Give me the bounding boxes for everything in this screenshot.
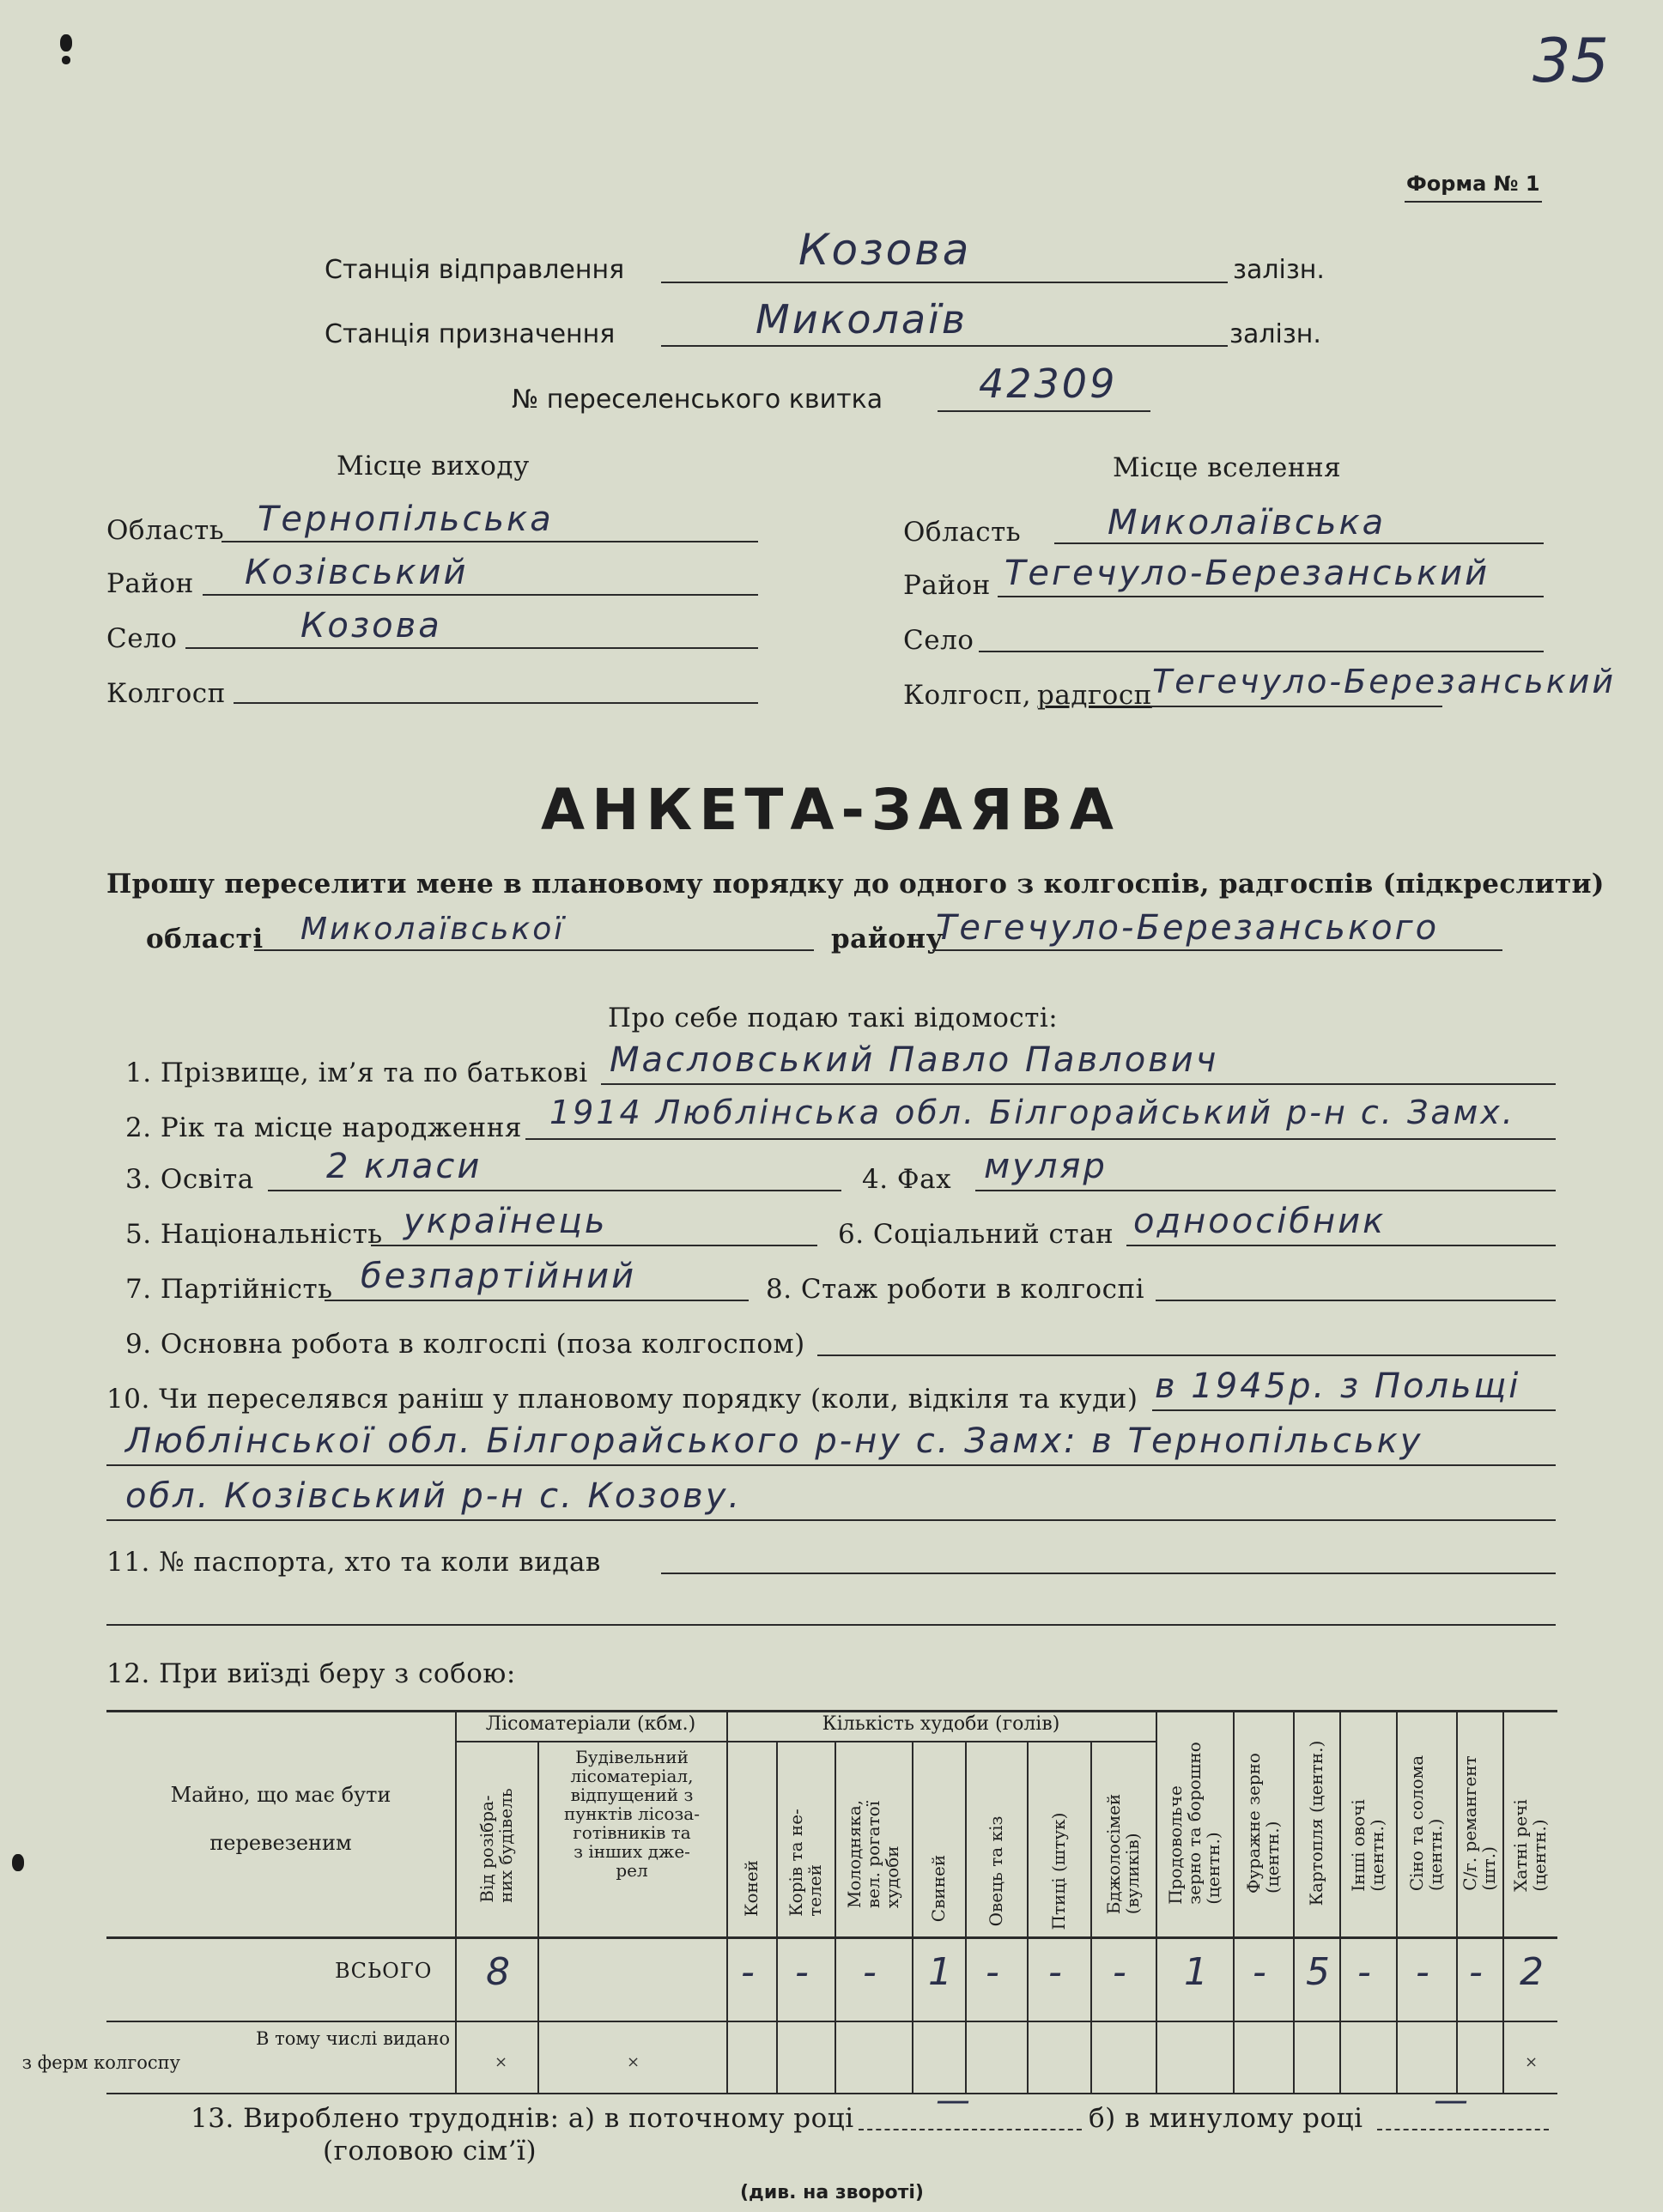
table-col-line-2 — [726, 1710, 728, 2093]
field-6-line — [1126, 1245, 1556, 1246]
table-total-cell: 2 — [1520, 1950, 1544, 1994]
field-7-label: 7. Партійність — [125, 1274, 333, 1305]
table-col-line-15 — [1502, 1710, 1504, 2093]
table-col-building-7: рел — [616, 1860, 648, 1881]
field-13-previous-value: — — [1434, 2081, 1471, 2120]
ticket-line — [938, 410, 1150, 412]
request-oblast-value: Миколаївської — [300, 912, 566, 947]
origin-selo-label: Село — [106, 623, 178, 654]
dest-raion-line — [998, 596, 1544, 597]
table-row-header-1: Майно, що має бути — [170, 1783, 391, 1807]
destination-label: Станція призначення — [325, 319, 616, 349]
field-5-label: 5. Національність — [125, 1219, 383, 1250]
field-13-sub: (головою сім’ї) — [323, 2136, 537, 2167]
field-10-value-1: в 1945р. з Польщі — [1155, 1367, 1521, 1406]
field-1-value: Масловський Павло Павлович — [610, 1040, 1219, 1080]
origin-selo-value: Козова — [300, 606, 442, 645]
punch-hole-bottom — [12, 1854, 24, 1871]
field-11-line-1 — [661, 1573, 1556, 1574]
table-total-cell: - — [1416, 1950, 1429, 1994]
field-5-line — [371, 1245, 817, 1246]
field-10-line-2 — [106, 1464, 1556, 1466]
form-number: Форма № 1 — [1406, 172, 1540, 196]
table-col-bees: Бджолосімей (вуликів) — [1103, 1793, 1143, 1915]
table-total-cell: - — [863, 1950, 877, 1994]
table-col-young: Молодняка, вел. рогатої худоби — [844, 1799, 902, 1909]
form-title: АНКЕТА-ЗАЯВА — [541, 777, 1121, 843]
field-13-previous-line — [1377, 2129, 1549, 2130]
ticket-label: № переселенського квитка — [512, 385, 883, 415]
dest-kolhosp-label: Колгосп, — [903, 680, 1032, 711]
table-col-potato: Картопля (центн.) — [1306, 1740, 1326, 1906]
table-total-cell: - — [741, 1950, 755, 1994]
field-9-line — [817, 1354, 1556, 1356]
table-total-cell: - — [986, 1950, 999, 1994]
departure-line — [661, 282, 1228, 283]
table-col-building-4: пунктів лісоза- — [564, 1803, 700, 1824]
page-number: 35 — [1533, 26, 1610, 96]
origin-raion-value: Козівський — [245, 553, 469, 592]
field-2-line — [525, 1138, 1556, 1140]
dest-selo-label: Село — [903, 625, 974, 656]
table-total-cell: - — [1113, 1950, 1126, 1994]
origin-selo-line — [185, 647, 758, 649]
field-10-value-3: обл. Козівський р-н с. Козову. — [125, 1476, 743, 1516]
destination-line — [661, 345, 1228, 347]
table-col-building-5: готівників та — [573, 1822, 691, 1843]
settle-heading: Місце вселення — [1113, 452, 1342, 483]
table-col-line-13 — [1396, 1710, 1398, 2093]
table-total-cell: 1 — [1184, 1950, 1208, 1994]
table-group-wood: Лісоматеріали (кбм.) — [485, 1713, 696, 1735]
table-col-birds: Птиці (штук) — [1048, 1812, 1069, 1930]
table-col-line-9 — [1156, 1710, 1157, 2093]
field-11-label: 11. № паспорта, хто та коли видав — [106, 1547, 601, 1578]
table-total-cell: - — [1253, 1950, 1266, 1994]
table-col-building-3: відпущений з — [570, 1785, 694, 1805]
departure-suffix: залізн. — [1233, 255, 1325, 285]
table-total-cell: 1 — [928, 1950, 952, 1994]
dest-kolhosp-value: Тегечуло-Березанський — [1152, 663, 1617, 700]
field-8-line — [1156, 1300, 1556, 1301]
request-raion-value: Тегечуло-Березанського — [936, 908, 1440, 948]
form-number-underline — [1405, 201, 1542, 203]
destination-suffix: залізн. — [1229, 319, 1321, 349]
field-11-line-2 — [106, 1624, 1556, 1626]
dest-raion-value: Тегечуло-Березанський — [1004, 554, 1490, 593]
table-col-building-6: з іншиx дже- — [574, 1841, 690, 1862]
request-text: Прошу переселити мене в плановому порядку до одного з колгоспів, радгоспів (підкреслити) — [106, 869, 1605, 900]
table-total-cell: - — [1048, 1950, 1062, 1994]
footer-note: (див. на звороті) — [740, 2182, 924, 2203]
field-4-line — [975, 1190, 1556, 1191]
field-3-label: 3. Освіта — [125, 1164, 254, 1195]
table-col-line-12 — [1339, 1710, 1341, 2093]
ticket-value: 42309 — [979, 361, 1118, 407]
field-2-label: 2. Рік та місце народження — [125, 1112, 522, 1143]
table-col-hay: Сіно та солома (центн.) — [1406, 1754, 1446, 1892]
table-farm-mark-2: × — [627, 2053, 640, 2071]
field-10-label: 10. Чи переселявся раніш у плановому порядку (коли, відкіля та куди) — [106, 1384, 1138, 1415]
origin-raion-line — [203, 594, 758, 596]
table-col-fodder: Фуражне зерно (центн.) — [1243, 1753, 1283, 1894]
departure-value: Козова — [798, 225, 972, 275]
table-farm-mark-1: × — [495, 2053, 508, 2071]
field-1-line — [601, 1083, 1556, 1085]
field-6-value: одноосібник — [1133, 1202, 1387, 1241]
table-col-building-2: лісоматеріал, — [570, 1766, 694, 1786]
field-9-label: 9. Основна робота в колгоспі (поза колгоспом) — [125, 1329, 805, 1360]
table-bottom-border — [106, 2093, 1557, 2094]
table-col-cows: Корів та не- телей — [786, 1809, 825, 1917]
field-10-line-1 — [1152, 1409, 1556, 1411]
table-col-pigs: Свиней — [928, 1854, 949, 1923]
dest-radhosp-label: радгосп — [1037, 680, 1152, 711]
table-farm-label-2: з ферм колгоспу — [21, 2052, 180, 2073]
request-raion-line — [932, 949, 1502, 951]
table-group-cattle: Кількість худоби (голів) — [822, 1713, 1060, 1735]
dest-selo-line — [979, 651, 1544, 652]
table-total-cell: - — [1469, 1950, 1483, 1994]
field-13-previous-label: б) в минулому році — [1089, 2103, 1363, 2134]
table-col-house: Хатні речі (центн.) — [1510, 1799, 1550, 1892]
punch-hole-upper — [62, 56, 70, 64]
table-col-line-14 — [1456, 1710, 1458, 2093]
table-wood-sub-border — [455, 1741, 726, 1742]
table-col-dismantled: Від розібра- них будівель — [476, 1788, 516, 1903]
field-4-label: 4. Фах — [862, 1164, 952, 1195]
destination-value: Миколаїв — [756, 296, 968, 342]
dest-kolhosp-line — [1150, 706, 1442, 707]
table-farm-mark-3: × — [1525, 2053, 1539, 2071]
table-col-line-3 — [776, 1741, 778, 2093]
table-total-cell: 5 — [1306, 1950, 1330, 1994]
origin-oblast-label: Область — [106, 515, 225, 546]
request-raion-label: району — [831, 924, 944, 954]
table-col-line-8 — [1090, 1741, 1092, 2093]
table-total-cell: - — [795, 1950, 809, 1994]
table-total-cell: - — [1357, 1950, 1371, 1994]
table-col-line-5 — [912, 1741, 913, 2093]
field-13-current-value: — — [936, 2081, 973, 2120]
request-oblast-label: області — [146, 924, 264, 954]
punch-hole-top — [60, 34, 72, 52]
field-2-value: 1914 Люблінська обл. Білгорайський р-н с. Замх. — [549, 1094, 1515, 1131]
table-col-sheep: Овець та кіз — [986, 1815, 1006, 1927]
table-col-line-11 — [1293, 1710, 1295, 2093]
field-8-label: 8. Стаж роботи в колгоспі — [766, 1274, 1145, 1305]
dest-oblast-line — [1054, 542, 1544, 544]
origin-raion-label: Район — [106, 568, 194, 599]
table-col-line-6 — [965, 1741, 967, 2093]
origin-oblast-line — [222, 541, 758, 542]
table-farm-label-1: В тому числі видано — [255, 2028, 450, 2049]
table-row-header-2: перевезеним — [209, 1831, 352, 1855]
table-col-tools: С/г. ремангент (шт.) — [1460, 1755, 1499, 1891]
origin-kolhosp-label: Колгосп — [106, 678, 226, 709]
table-col-veg: Інші овочі (центн.) — [1348, 1799, 1387, 1892]
dest-oblast-value: Миколаївська — [1108, 503, 1387, 542]
field-12-label: 12. При виїзді беру з собою: — [106, 1658, 516, 1689]
field-5-value: українець — [404, 1202, 608, 1241]
request-oblast-line — [254, 949, 814, 951]
field-1-label: 1. Прізвище, ім’я та по батькові — [125, 1058, 588, 1088]
table-col-food-grain: Продовольче зерно та борошно (центн.) — [1165, 1742, 1223, 1905]
table-col-line-0 — [455, 1710, 457, 2093]
field-13-label: 13. Вироблено трудоднів: а) в поточному році — [191, 2103, 854, 2134]
origin-heading: Місце виходу — [337, 451, 530, 482]
field-7-line — [325, 1300, 749, 1301]
field-6-label: 6. Соціальний стан — [838, 1219, 1114, 1250]
field-3-line — [268, 1190, 841, 1191]
field-10-value-2: Люблінської обл. Білгорайського р-ну с. Замх: в Тернопільську — [125, 1421, 1423, 1461]
table-col-line-4 — [835, 1741, 836, 2093]
table-col-line-7 — [1027, 1741, 1029, 2093]
dest-raion-label: Район — [903, 570, 991, 601]
table-total-label: ВСЬОГО — [335, 1959, 433, 1983]
about-heading: Про себе подаю такі відомості: — [608, 1003, 1059, 1033]
field-10-line-3 — [106, 1519, 1556, 1521]
field-3-value: 2 класи — [326, 1147, 483, 1186]
table-col-building-1: Будівельний — [575, 1747, 689, 1767]
dest-oblast-label: Область — [903, 517, 1022, 548]
field-4-value: муляр — [984, 1147, 1108, 1186]
origin-kolhosp-line — [234, 702, 758, 704]
table-col-line-10 — [1233, 1710, 1235, 2093]
origin-oblast-value: Тернопільська — [258, 500, 554, 539]
departure-label: Станція відправлення — [325, 255, 625, 285]
field-13-current-line — [859, 2129, 1082, 2130]
table-col-horses: Коней — [741, 1859, 762, 1918]
field-7-value: безпартійний — [361, 1257, 637, 1296]
table-total-cell: 8 — [486, 1950, 510, 1994]
